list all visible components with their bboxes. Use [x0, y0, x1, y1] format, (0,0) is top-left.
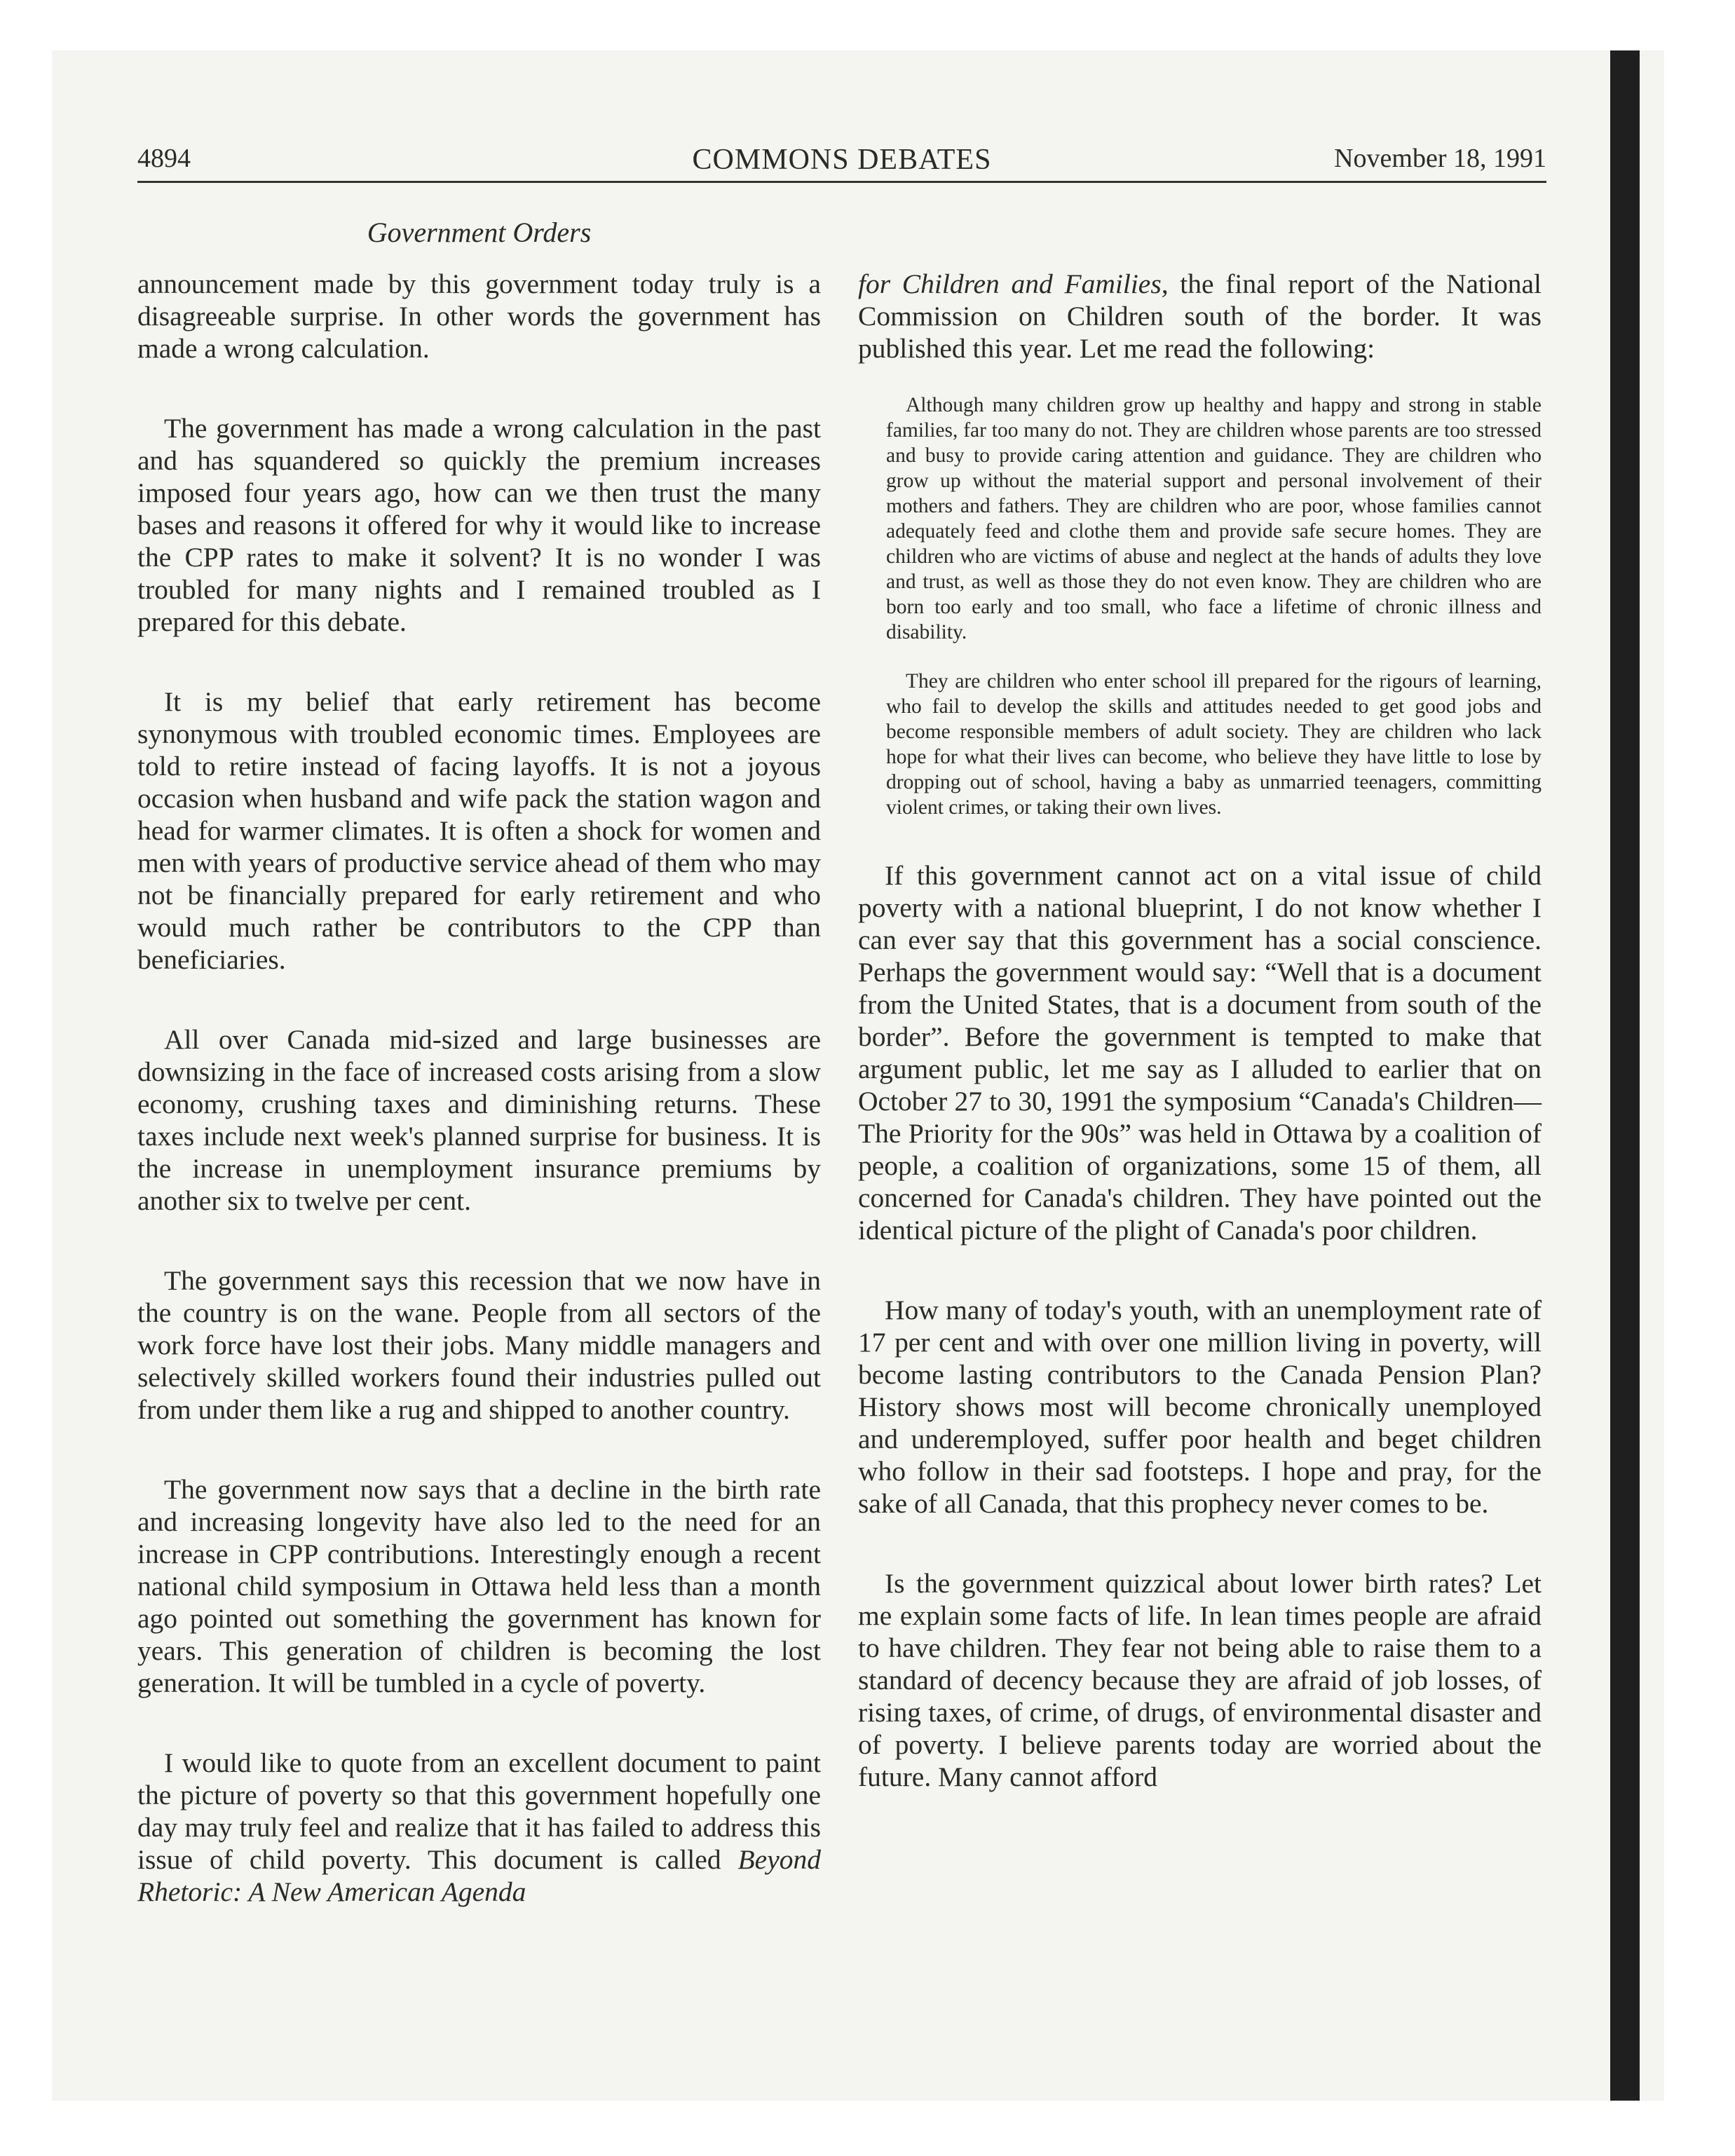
paragraph: The government says this recession that we now have in the country is on the wane. People from all sectors of the work force have lost their jobs. Many middle managers and selectively skilled workers found their industries pulled out from under them like a rug and shipped to another country.	[137, 1265, 821, 1425]
right-column	[858, 268, 1542, 1793]
paragraph: The government has made a wrong calculation in the past and has squandered so quickly the premium increases imposed four years ago, how can we then trust the many bases and reasons it offered for why it would like to increase the CPP rates to make it solvent? It is no wonder I was troubled for many nights and I remained troubled as I prepared for this debate.	[137, 413, 821, 637]
page-header	[137, 139, 1546, 182]
paragraph: Is the government quizzical about lower birth rates? Let me explain some facts of life. In lean times people are afraid to have children. They fear not being able to raise them to a standard of decency because they are afraid of job losses, of rising taxes, of crime, of drugs, of environmental disaster and of poverty. I believe parents today are worried about the future. Many cannot afford	[858, 1568, 1542, 1792]
paragraph	[858, 268, 1542, 364]
paragraph: All over Canada mid-sized and large businesses are downsizing in the face of increased costs arising from a slow economy, crushing taxes and diminishing returns. These taxes include next week's planned surprise for business. It is the increase in unemployment insurance premiums by another six to twelve per cent.	[137, 1024, 821, 1216]
publication-title: COMMONS DEBATES	[692, 144, 992, 176]
paragraph: The government now says that a decline in the birth rate and increasing longevity have also led to the need for an increase in CPP contributions. Interestingly enough a recent national child symposium in Ottawa held less than a month ago pointed out something the government has known for years. This generation of children is becoming the lost generation. It will be tumbled in a cycle of poverty.	[137, 1474, 821, 1698]
left-column	[137, 268, 821, 1908]
paragraph: announcement made by this government today truly is a disagreeable surprise. In other words the government has made a wrong calculation.	[137, 268, 821, 364]
paragraph-text: I would like to quote from an excellent document to paint the picture of poverty so that this government hopefully one day may truly feel and realize that it has failed to address this issue of child poverty. This document is called	[137, 1747, 821, 1875]
quote-paragraph: Although many children grow up healthy and happy and strong in stable families, far too many do not. They are children whose parents are too stressed and busy to provide caring attention and guidance. They are children who grow up without the material support and personal involvement of their mothers and fathers. They are children who are poor, whose families cannot adequately feed and clothe them and provide safe secure homes. They are children who are victims of abuse and neglect at the hands of adults they love and trust, as well as those they do not even know. They are children who are born too early and too small, who face a lifetime of chronic illness and disability.	[886, 394, 1542, 643]
paragraph: It is my belief that early retirement has become synonymous with troubled economic times. Employees are told to retire instead of facing layoffs. It is not a joyous occasion when husband and wife pack the station wagon and head for warmer climates. It is often a shock for women and men with years of productive service ahead of them who may not be financially prepared for early retirement and who would much rather be contributors to the CPP than beneficiaries.	[137, 686, 821, 975]
block-quote	[858, 393, 1542, 820]
paragraph: How many of today's youth, with an unemployment rate of 17 per cent and with over one million living in poverty, will become lasting contributors to the Canada Pension Plan? History shows most will become chronically unemployed and underemployed, suffer poor health and beget children who follow in their sad footsteps. I hope and pray, for the sake of all Canada, that this prophecy never comes to be.	[858, 1295, 1542, 1519]
page-number: 4894	[137, 144, 191, 173]
document-title: Beyond Rhetoric: A New American Agenda	[137, 1844, 821, 1907]
scan-edge-shadow	[1610, 50, 1640, 2101]
document-title-cont: for Children and Families,	[858, 268, 1169, 299]
paragraph: If this government cannot act on a vital issue of child poverty with a national blueprint, I do not know whether I can ever say that this government has a social conscience. Perhaps the government would say: “Well that is a document from the United States, that is a document from south of the border”. Before the government is tempted to make that argument public, let me say as I alluded to earlier that on October 27 to 30, 1991 the symposium “Canada's Children—The Priority for the 90s” was held in Ottawa by a coalition of people, a coalition of organizations, some 15 of them, all concerned for Canada's children. They have pointed out the identical picture of the plight of Canada's poor children.	[858, 860, 1542, 1246]
paragraph-text: the final report of the National Commission on Children south of the border. It was published this year. Let me read the following:	[858, 268, 1542, 364]
quote-paragraph: They are children who enter school ill prepared for the rigours of learning, who fail to develop the skills and attitudes needed to get good jobs and become responsible members of adult society. They are children who lack hope for what their lives can become, who believe they have little to lose by dropping out of school, having a baby as unmarried teenagers, committing violent crimes, or taking their own lives.	[886, 670, 1542, 819]
header-rule	[137, 181, 1546, 183]
paragraph	[137, 1747, 821, 1908]
section-title: Government Orders	[367, 217, 592, 248]
publication-date: November 18, 1991	[1334, 144, 1546, 173]
